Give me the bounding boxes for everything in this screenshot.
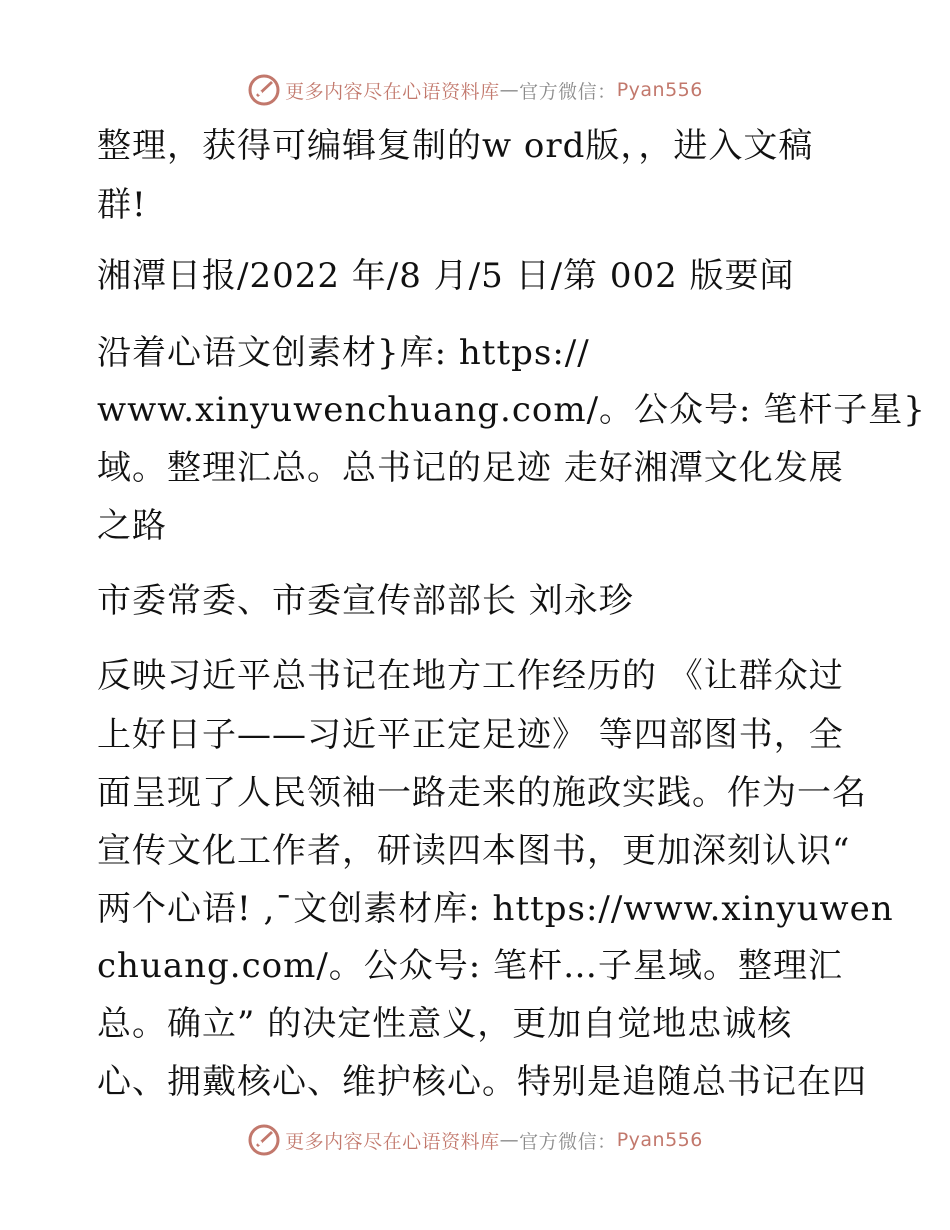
banner-separator: — bbox=[499, 1129, 520, 1151]
brand-logo-icon bbox=[247, 73, 281, 107]
banner-wechat-id: Pyan556 bbox=[616, 1129, 703, 1151]
text-line: 总。确立” 的决定性意义，更加自觉地忠诚核 bbox=[97, 1004, 793, 1044]
footer-watermark-banner bbox=[0, 1120, 950, 1160]
text-line: www.xinyuwenchuang.com/。公众号: 笔杆子星} bbox=[97, 390, 926, 430]
banner-wechat-label: 官方微信： bbox=[519, 1130, 617, 1153]
text-line: 沿着心语文创素材}库: https:// bbox=[97, 333, 590, 373]
banner-main-text: 更多内容尽在心语资料库 bbox=[285, 80, 500, 103]
brand-logo-icon bbox=[247, 1123, 281, 1157]
text-line: 上好日子——习近平正定足迹》 等四部图书，全 bbox=[97, 715, 844, 755]
text-line: 两个心语! ,¯文创素材库: https://www.xinyuwen bbox=[97, 889, 894, 929]
banner-wechat-label: 官方微信： bbox=[519, 80, 617, 103]
header-watermark-banner bbox=[0, 70, 950, 110]
text-line: 之路 bbox=[97, 506, 167, 546]
text-line: 群! bbox=[97, 185, 147, 225]
text-line: 市委常委、市委宣传部部长 刘永珍 bbox=[97, 581, 634, 621]
text-line: 域。整理汇总。总书记的足迹 走好湘潭文化发展 bbox=[97, 448, 844, 488]
text-line: 反映习近平总书记在地方工作经历的 《让群众过 bbox=[97, 656, 844, 696]
text-line: 整理，获得可编辑复制的w ord版，，进入文稿 bbox=[97, 126, 814, 166]
text-line: 心、拥戴核心、维护核心。特别是追随总书记在四 bbox=[97, 1062, 867, 1102]
text-line: 面呈现了人民领袖一路走来的施政实践。作为一名 bbox=[97, 773, 867, 813]
text-line: 宣传文化工作者，研读四本图书，更加深刻认识“ bbox=[97, 831, 851, 871]
banner-separator: — bbox=[499, 79, 520, 101]
banner-wechat-id: Pyan556 bbox=[616, 79, 703, 101]
text-line: chuang.com/。公众号: 笔杆…子星域。整理汇 bbox=[97, 946, 844, 986]
banner-main-text: 更多内容尽在心语资料库 bbox=[285, 1130, 500, 1153]
text-line: 湘潭日报/2022 年/8 月/5 日/第 002 版要闻 bbox=[97, 256, 795, 296]
